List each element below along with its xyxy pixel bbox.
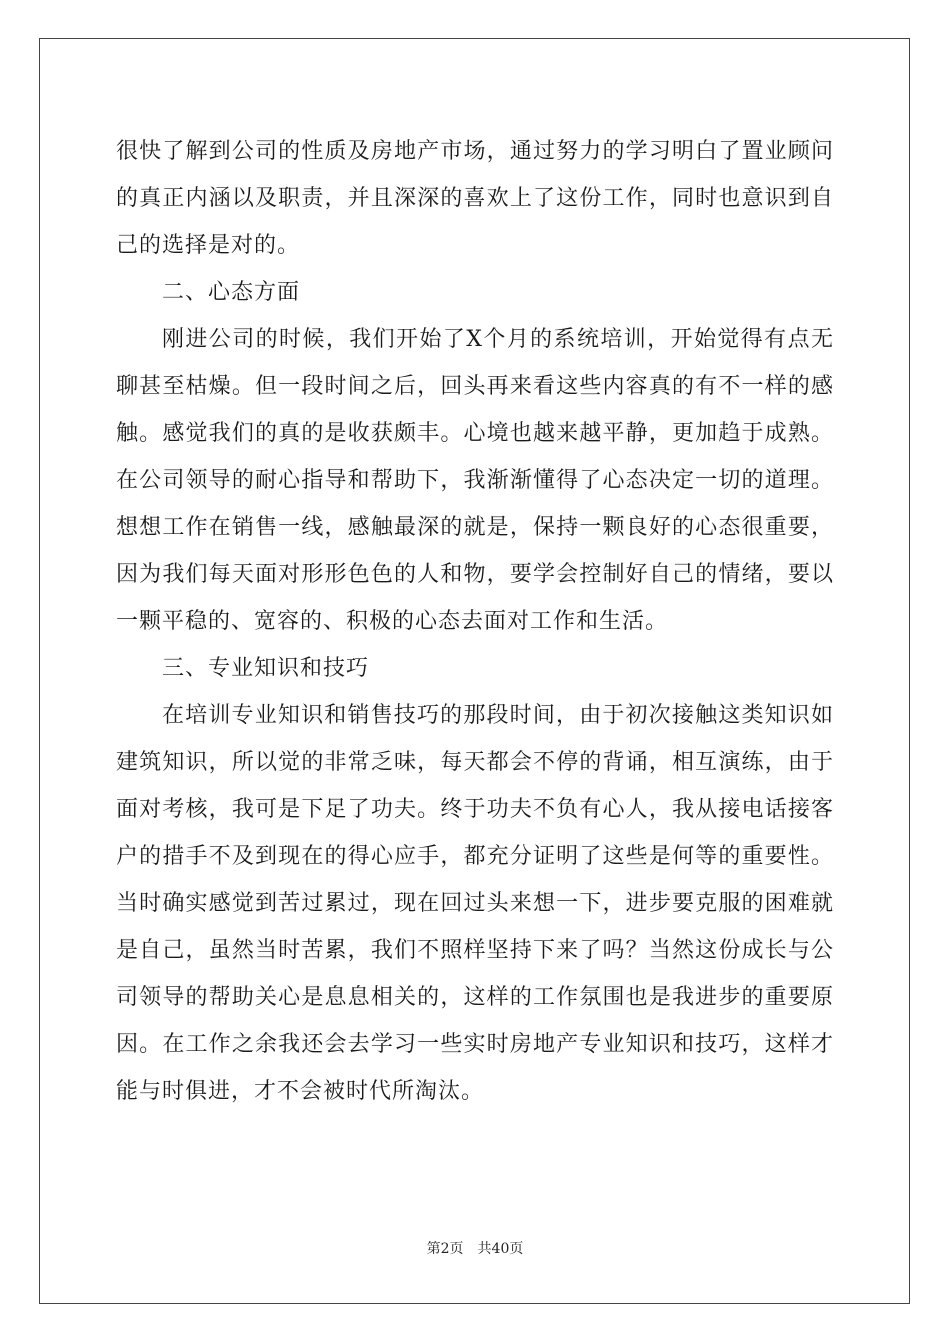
- document-body: [116, 128, 834, 1115]
- paragraph-mindset: 刚进公司的时候，我们开始了X个月的系统培训，开始觉得有点无聊甚至枯燥。但一段时间之后，回头再来看这些内容真的有不一样的感触。感觉我们的真的是收获颇丰。心境也越来越平静，更加趋于成熟。在公司领导的耐心指导和帮助下，我渐渐懂得了心态决定一切的道理。想想工作在销售一线，感触最深的就是，保持一颗良好的心态很重要，因为我们每天面对形形色色的人和物，要学会控制好自己的情绪，要以一颗平稳的、宽容的、积极的心态去面对工作和生活。: [116, 327, 834, 634]
- paragraph-skills: 在培训专业知识和销售技巧的那段时间，由于初次接触这类知识如建筑知识，所以觉的非常乏味，每天都会不停的背诵，相互演练，由于面对考核，我可是下足了功夫。终于功夫不负有心人，我从接电话接客户的措手不及到现在的得心应手，都充分证明了这些是何等的重要性。当时确实感觉到苦过累过，现在回过头来想一下，进步要克服的困难就是自己，虽然当时苦累，我们不照样坚持下来了吗？当然这份成长与公司领导的帮助关心是息息相关的，这样的工作氛围也是我进步的重要原因。在工作之余我还会去学习一些实时房地产专业知识和技巧，这样才能与时俱进，才不会被时代所淘汰。: [116, 703, 834, 1104]
- page-total: 共40页: [477, 1241, 524, 1257]
- page-number: 第2页: [426, 1241, 464, 1257]
- paragraph-1: 很快了解到公司的性质及房地产市场，通过努力的学习明白了置业顾问的真正内涵以及职责，并且深深的喜欢上了这份工作，同时也意识到自己的选择是对的。: [116, 139, 834, 258]
- page-footer: [0, 1238, 950, 1258]
- section-heading-mindset: 二、心态方面: [162, 280, 301, 305]
- section-heading-skills: 三、专业知识和技巧: [162, 656, 370, 681]
